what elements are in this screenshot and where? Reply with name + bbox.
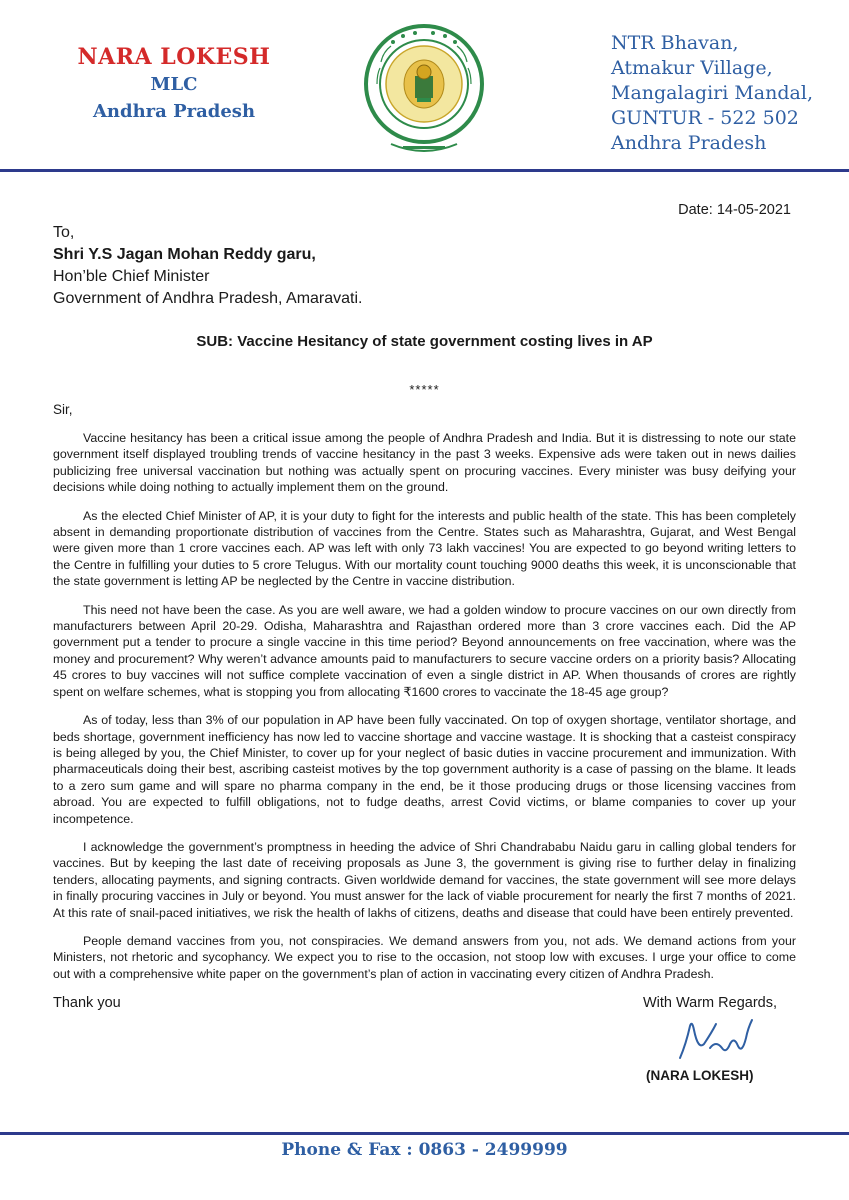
body-paragraph: As of today, less than 3% of our population in AP have been fully vaccinated. On top of oxygen shortage, ventilator shortage, and beds shortage, government inefficiency has now led to vaccine shortage and vaccine wastage. It is shocking that a casteist conspiracy is being alleged by you, the Chief Minister, to cover up for your neglect of basic duties in vaccine procurement and immunization. With pharmaceuticals doing their best, ascribing casteist motives by the top government authority is a case of passing on the blame. It leads to a zero sum game and will spare no pharma company in the end, be it those producing drugs or those licensing vaccines from abroad. You are expected to fulfill obligations, not to fudge deaths, arrest Covid victims, or blame companies to cover up your incompetence. xyxy=(53,713,796,826)
header-divider xyxy=(0,169,849,172)
letter-subject: SUB: Vaccine Hesitancy of state government costing lives in AP xyxy=(196,333,653,350)
sender-title: MLC xyxy=(150,74,198,95)
handwritten-signature xyxy=(672,1014,756,1064)
closing-thanks: Thank you xyxy=(53,995,121,1011)
address-line: NTR Bhavan, xyxy=(611,32,739,54)
signature-name: (NARA LOKESH) xyxy=(646,1068,754,1083)
recipient-designation: Hon’ble Chief Minister xyxy=(53,268,210,285)
closing-regards: With Warm Regards, xyxy=(642,995,777,1011)
recipient-name: Shri Y.S Jagan Mohan Reddy garu, xyxy=(53,246,316,263)
letterhead-sender xyxy=(40,44,308,125)
salutation: Sir, xyxy=(53,402,73,417)
body-paragraph: Vaccine hesitancy has been a critical issue among the people of Andhra Pradesh and India. But it is distressing to note our state government itself displayed troubling trends of vaccine hesitancy in the past 3 weeks. Expensive ads were taken out in news dailies publicizing free universal vaccination but nothing was actually spent on procuring vaccines. Every minister was busy deifying your decisions while doing nothing to actually implement them on the ground. xyxy=(53,431,796,495)
letterhead-address xyxy=(611,31,813,156)
recipient-office: Government of Andhra Pradesh, Amaravati. xyxy=(53,290,363,307)
separator-stars: ***** xyxy=(409,382,440,397)
body-paragraph: I acknowledge the government’s promptness in heeding the advice of Shri Chandrababu Naidu garu in calling global tenders for vaccines. But by keeping the last date of receiving proposals as June 3, the government is giving rise to further delay in finalizing tenders, allocating payments, and signing contracts. Given worldwide demand for vaccines, the state government will see more delays in finally procuring vaccines in July or beyond. You must answer for the lack of viable procurement for nearly the first 7 months of 2021. At this rate of snail-paced initiatives, we risk the health of lakhs of citizens, deaths and disease that could have been entirely prevented. xyxy=(53,839,796,920)
recipient-to: To, xyxy=(53,224,75,241)
andhra-pradesh-emblem-icon xyxy=(363,22,485,162)
footer-phone: Phone & Fax : 0863 - 2499999 xyxy=(281,1140,568,1160)
address-line: GUNTUR - 522 502 xyxy=(611,107,799,129)
address-line: Mangalagiri Mandal, xyxy=(611,82,813,104)
address-line: Andhra Pradesh xyxy=(611,132,767,154)
sender-state: Andhra Pradesh xyxy=(92,101,256,122)
body-paragraph: This need not have been the case. As you are well aware, we had a golden window to procure vaccines on our own directly from manufacturers between April 20-29. Odisha, Maharashtra and Rajasthan ordered more than 3 crore vaccines each. Did the AP government put a tender to procure a single vaccine in this time period? Beyond announcements on free vaccination, where was the money and procurement? Why weren’t advance amounts paid to manufacturers to secure vaccine orders on a priority basis? Allocating 45 crores to buy vaccines will not suffice complete vaccination of even a single district in AP. When thousands of crores are rightly spent on welfare schemes, what is stopping you from allocating ₹1600 crores to vaccinate the 18-45 age group? xyxy=(53,602,796,699)
letter-date: Date: 14-05-2021 xyxy=(678,202,791,218)
address-line: Atmakur Village, xyxy=(611,57,773,79)
sender-name: NARA LOKESH xyxy=(77,44,271,70)
footer-divider xyxy=(0,1132,849,1135)
body-paragraph: People demand vaccines from you, not conspiracies. We demand answers from you, not ads. We demand actions from your Ministers, not rhetoric and sycophancy. We expect you to rise to the occasion, not stoop low with excuses. I urge your office to come out with a comprehensive white paper on the government’s plan of action in vaccinating every citizen of Andhra Pradesh. xyxy=(53,933,796,981)
body-paragraph: As the elected Chief Minister of AP, it is your duty to fight for the interests and public health of the state. This has been completely absent in demanding proportionate distribution of vaccines from the Centre. States such as Maharashtra, Gujarat, and West Bengal were given more than 1 crore vaccines each. AP was left with only 73 lakh vaccines! You are expected to go beyond writing letters to the Centre in fulfilling your duties to 5 crore Telugus. With our mortality count touching 9000 deaths this week, it is unconscionable that the state government is letting AP be neglected by the Centre in vaccine distribution. xyxy=(53,508,796,589)
recipient-block xyxy=(53,222,363,310)
letter-body xyxy=(53,430,796,994)
